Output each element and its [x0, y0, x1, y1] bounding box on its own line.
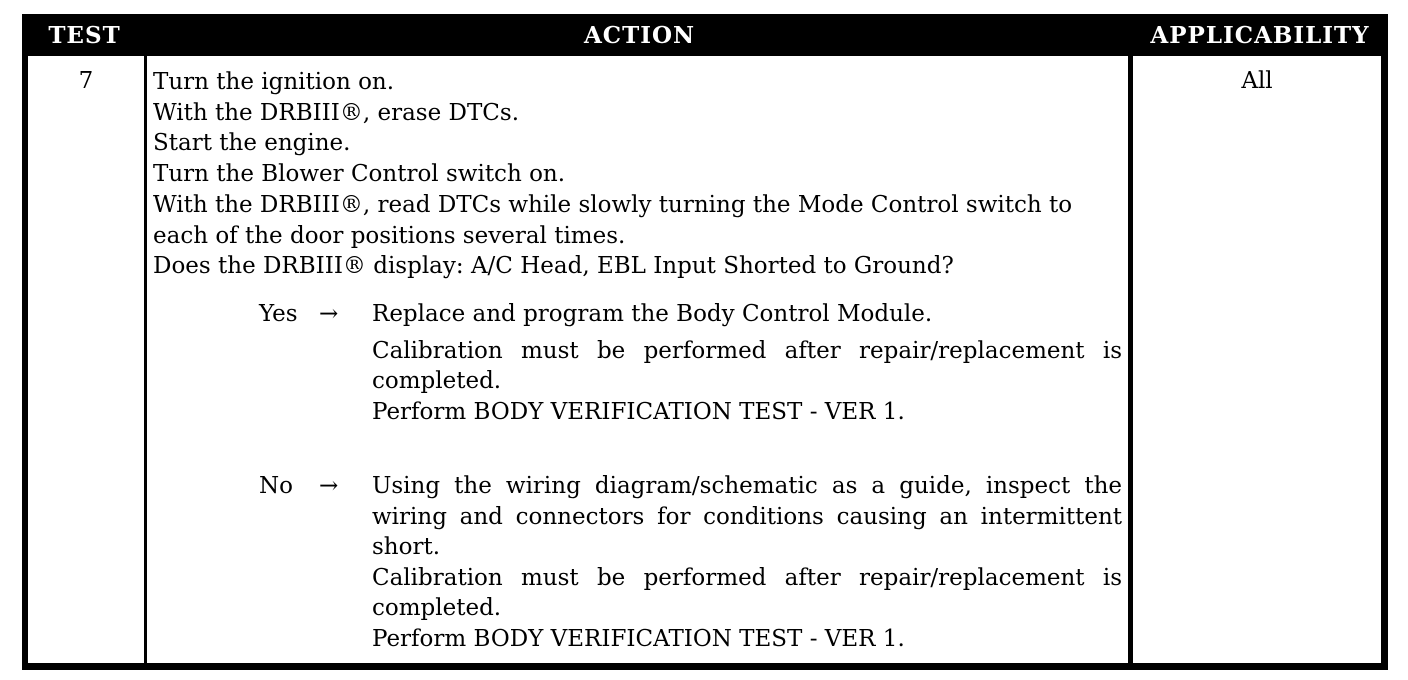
step-2: With the DRBIII®, erase DTCs. [153, 99, 520, 126]
no-line-2: Calibration must be performed after repair/replacement is completed. [372, 564, 1122, 621]
applicability-cell [1133, 56, 1381, 663]
no-line-1: Using the wiring diagram/schematic as a guide, inspect the wiring and connectors for conditions causing an intermittent short. [372, 473, 1122, 560]
test-cell [28, 56, 144, 663]
action-steps [153, 67, 1125, 282]
step-6: Does the DRBIII® display: A/C Head, EBL Input Shorted to Ground? [153, 253, 954, 280]
yes-label: Yes [259, 301, 298, 327]
yes-line-3: Perform BODY VERIFICATION TEST - VER 1. [372, 398, 905, 425]
step-4: Turn the Blower Control switch on. [153, 161, 566, 188]
no-arrow-icon: → [319, 473, 339, 499]
step-3: Start the engine. [153, 130, 351, 157]
diagnostic-table [22, 14, 1388, 670]
step-5: With the DRBIII®, read DTCs while slowly turning the Mode Control switch to each of the door positions several times. [153, 191, 1073, 249]
applicability-value: All [1241, 68, 1273, 94]
yes-body [372, 299, 1122, 427]
test-number: 7 [78, 68, 94, 94]
action-cell [147, 56, 1128, 663]
no-line-3: Perform BODY VERIFICATION TEST - VER 1. [372, 625, 905, 652]
step-1: Turn the ignition on. [153, 69, 395, 95]
yes-line-2: Calibration must be performed after repair/replacement is completed. [372, 337, 1122, 394]
no-body [372, 471, 1122, 654]
header-action: ACTION [583, 21, 696, 49]
no-label: No [259, 473, 293, 499]
header-applicability: APPLICABILITY [1150, 21, 1370, 49]
yes-arrow-icon: → [319, 301, 339, 327]
yes-line-1: Replace and program the Body Control Module. [372, 301, 933, 327]
header-test: TEST [48, 21, 121, 49]
